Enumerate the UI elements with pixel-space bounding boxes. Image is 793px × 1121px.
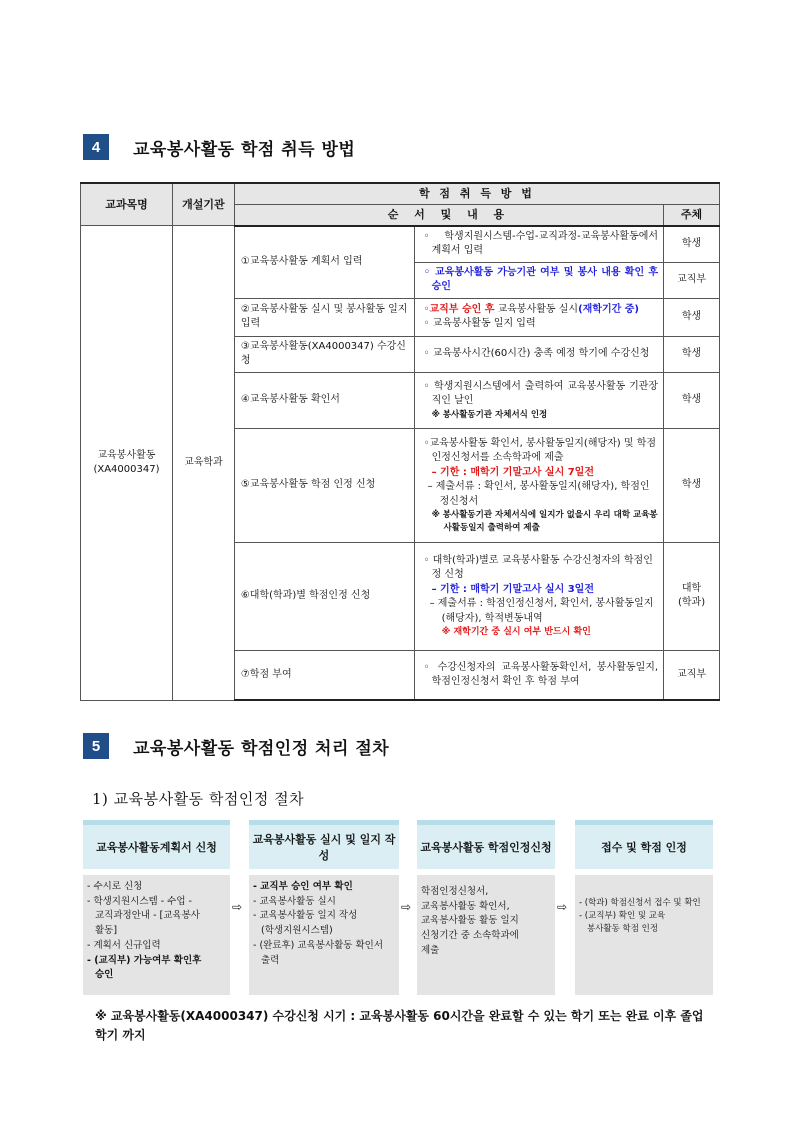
subject-name: 교육봉사활동 (XA4000347)	[93, 449, 160, 476]
enrollment-note: ※ 교육봉사활동(XA4000347) 수강신청 시기 : 교육봉사활동 60시간을 완료할 수 있는 학기 또는 완료 이후 졸업학기 까지	[95, 1009, 704, 1042]
actor-cell: 교직부	[664, 650, 720, 700]
actor-cell: 학생	[664, 226, 720, 263]
actor-cell: 학생	[664, 372, 720, 428]
docs-text: – 제출서류 : 학점인정신청서, 확인서, 봉사활동일지(해당자), 학적변동내역	[429, 598, 654, 624]
actor-cell: 대학 (학과)	[664, 542, 720, 650]
step-cell: ①교육봉사활동 계획서 입력	[234, 226, 414, 299]
flow-step-2-body: - 교직부 승인 여부 확인 - 교육봉사활동 실시 - 교육봉사활동 일지 작성 (학생지원시스템) - (완료후) 교육봉사활동 확인서 출력	[249, 875, 399, 995]
note-text: ※ 봉사활동기관 자체서식 인정	[431, 409, 548, 420]
content-cell	[414, 262, 663, 298]
bullet-text: ◦ 학생지원시스템-수업-교직과정-교육봉사활동에서 계획서 입력	[423, 230, 659, 257]
content-cell	[414, 650, 663, 700]
table-row	[81, 226, 720, 263]
header-subject: 교과목명	[81, 183, 173, 226]
section-4-heading	[83, 134, 355, 160]
actor-cell: 학생	[664, 298, 720, 336]
bullet-text: ◦ 학생지원시스템에서 출력하여 교육봉사활동 기관장 직인 날인	[423, 380, 659, 407]
org-cell: 교육학과	[172, 226, 234, 701]
step-cell: ⑥대학(학과)별 학점인정 신청	[234, 542, 414, 650]
subsection-title: 1) 교육봉사활동 학점인정 절차	[92, 790, 305, 808]
content-cell	[414, 336, 663, 372]
step-cell: ②교육봉사활동 실시 및 봉사활동 일지 입력	[234, 298, 414, 336]
bullet-text: ◦교직부 승인 후 교육봉사활동 실시(재학기간 중)	[423, 303, 639, 315]
credit-method-table	[80, 182, 720, 701]
section-number: 5	[83, 733, 109, 759]
header-method: 학 점 취 득 방 법	[234, 183, 719, 204]
flow-arrow-icon: ⇨	[232, 900, 243, 914]
deadline-text: – 기한 : 매학기 기말고사 실시 7일전	[431, 466, 595, 478]
actor-cell: 학생	[664, 428, 720, 542]
step-cell: ⑦학점 부여	[234, 650, 414, 700]
flow-step-3-title: 교육봉사활동 학점인정신청	[417, 820, 555, 869]
flow-step-2-title: 교육봉사활동 실시 및 일지 작성	[249, 820, 399, 869]
section-5-heading	[83, 733, 389, 759]
header-order: 순 서 및 내 용	[234, 204, 663, 225]
step-cell: ③교육봉사활동(XA4000347) 수강신청	[234, 336, 414, 372]
bullet-text: ◦교육봉사활동 확인서, 봉사활동일지(해당자) 및 학점인정신청서를 소속학과에 제출	[423, 437, 657, 464]
flow-step-4-body: - (학과) 학점신청서 접수 및 확인 - (교직부) 확인 및 교육 봉사활동 학점 인정	[575, 875, 713, 995]
content-cell	[414, 542, 663, 650]
step-cell: ⑤교육봉사활동 학점 인정 신청	[234, 428, 414, 542]
content-cell	[414, 372, 663, 428]
bullet-text: ◦ 교육봉사활동 가능기관 여부 및 봉사 내용 확인 후 승인	[423, 266, 659, 293]
flow-step-3-body: 학점인정신청서, 교육봉사활동 확인서, 교육봉사활동 활동 일지 신청기간 중 소속학과에 제출	[417, 875, 555, 995]
content-cell	[414, 428, 663, 542]
bullet-text: ◦ 대학(학과)별로 교육봉사활동 수강신청자의 학점인정 신청	[423, 554, 653, 581]
bullet-text: ◦ 교육봉사활동 일지 입력	[423, 318, 536, 330]
section-title: 교육봉사활동 학점 취득 방법	[133, 139, 356, 160]
header-actor: 주체	[664, 204, 720, 225]
actor-cell: 교직부	[664, 262, 720, 298]
content-cell	[414, 298, 663, 336]
procedure-flow	[83, 820, 713, 1000]
flow-step-1-title: 교육봉사활동계획서 신청	[83, 820, 230, 869]
header-org: 개설기관	[172, 183, 234, 226]
docs-text: – 제출서류 : 확인서, 봉사활동일지(해당자), 학점인정신청서	[427, 481, 650, 507]
deadline-text: – 기한 : 매학기 기말고사 실시 3일전	[431, 583, 595, 595]
subject-cell	[81, 226, 173, 701]
section-title: 교육봉사활동 학점인정 처리 절차	[133, 738, 390, 759]
flow-step-1-body: - 수시로 신청 - 학생지원시스템 - 수업 - 교직과정안내 - [교육봉사 활동] - 계획서 신규입력 - (교직부) 가능여부 확인후 승인	[83, 875, 230, 995]
actor-cell: 학생	[664, 336, 720, 372]
note-text: ※ 재학기간 중 실시 여부 반드시 확인	[441, 627, 591, 638]
flow-arrow-icon: ⇨	[401, 900, 412, 914]
flow-step-4-title: 접수 및 학점 인정	[575, 820, 713, 869]
content-cell	[414, 226, 663, 263]
bullet-text: ◦ 교육봉사시간(60시간) 충족 예정 학기에 수강신청	[423, 348, 650, 360]
step-cell: ④교육봉사활동 확인서	[234, 372, 414, 428]
section-number: 4	[83, 134, 109, 160]
flow-arrow-icon: ⇨	[557, 900, 568, 914]
note-text: ※ 봉사활동기관 자체서식에 일지가 없을시 우리 대학 교육봉사활동일지 출력하여 제출	[431, 510, 658, 533]
bullet-text: ◦ 수강신청자의 교육봉사활동확인서, 봉사활동일지, 학점인정신청서 확인 후 학점 부여	[423, 661, 659, 688]
